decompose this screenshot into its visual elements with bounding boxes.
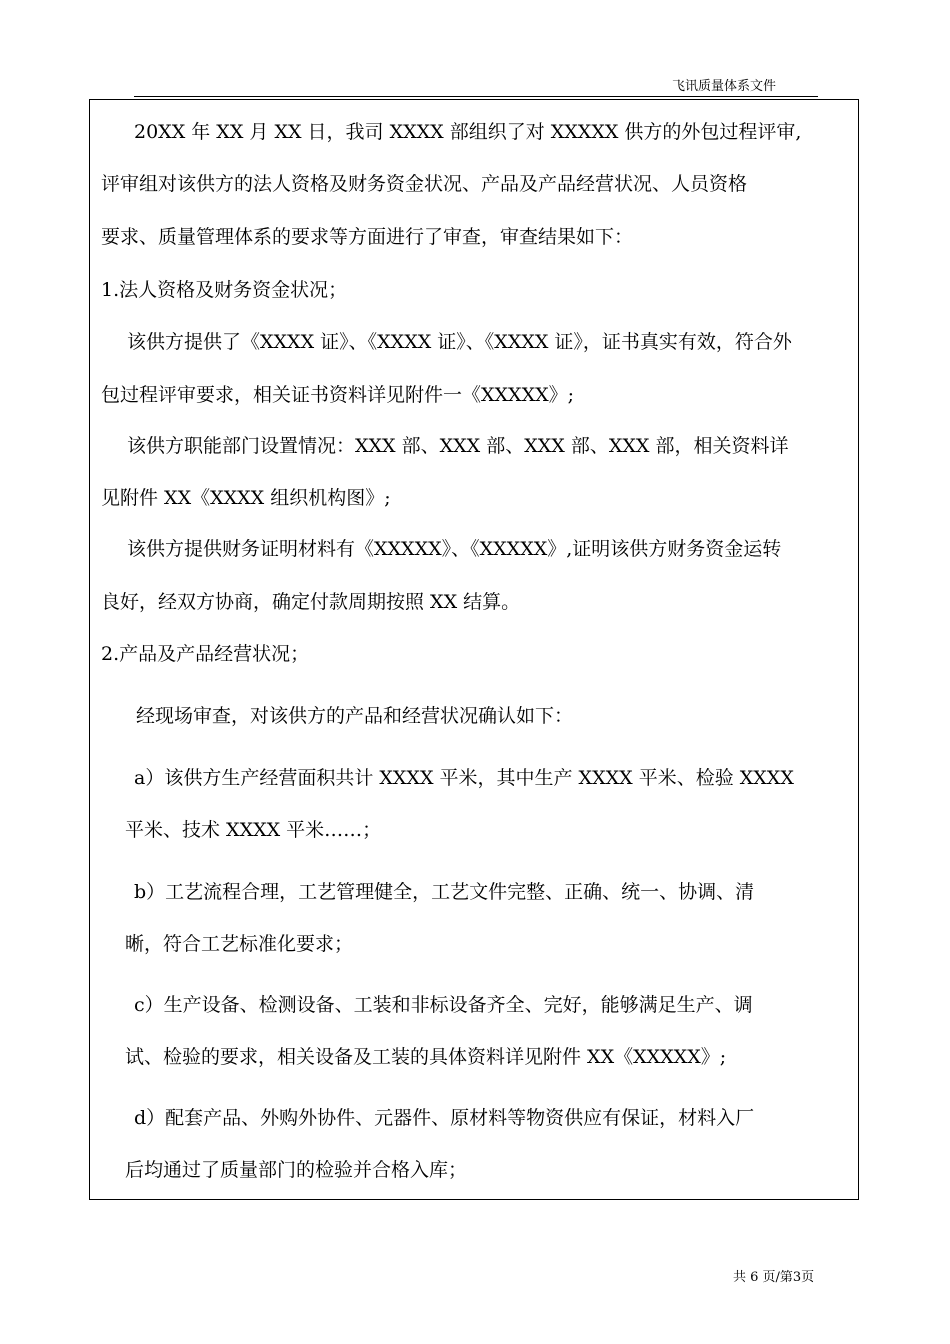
body-line-7: 该供方职能部门设置情况：XXX 部、XXX 部、XXX 部、XXX 部，相关资料详 (127, 435, 789, 457)
body-line-9: 该供方提供财务证明材料有《XXXXX》、《XXXXX》,证明该供方财务资金运转 (127, 538, 782, 560)
body-line-5: 该供方提供了《XXXX 证》、《XXXX 证》、《XXXX 证》，证书真实有效，符合外 (127, 331, 792, 353)
header-divider (134, 96, 818, 97)
list-item-d-line-1: d）配套产品、外购外协件、元器件、原材料等物资供应有保证，材料入厂 (134, 1107, 755, 1129)
section-heading-1: 1.法人资格及财务资金状况； (101, 279, 348, 301)
body-line-6: 包过程评审要求，相关证书资料详见附件一《XXXXX》; (101, 384, 575, 406)
body-line-2: 评审组对该供方的法人资格及财务资金状况、产品及产品经营状况、人员资格 (101, 173, 748, 195)
list-item-c-line-2: 试、检验的要求，相关设备及工装的具体资料详见附件 XX《XXXXX》; (125, 1046, 727, 1068)
page-number: 共 6 页/第3页 (733, 1270, 815, 1285)
body-line-10: 良好，经双方协商，确定付款周期按照 XX 结算。 (101, 591, 521, 613)
body-line-8: 见附件 XX《XXXX 组织机构图》; (101, 487, 391, 509)
list-item-a-line-2: 平米、技术 XXXX 平米……； (125, 819, 382, 841)
body-line-1: 20XX 年 XX 月 XX 日，我司 XXXX 部组织了对 XXXXX 供方的外包过程评审, (134, 121, 802, 143)
section-heading-2: 2.产品及产品经营状况； (101, 643, 310, 665)
list-item-c-line-1: c）生产设备、检测设备、工装和非标设备齐全、完好，能够满足生产、调 (134, 994, 753, 1016)
list-item-d-line-2: 后均通过了质量部门的检验并合格入库； (125, 1159, 468, 1181)
document-header-title: 飞讯质量体系文件 (672, 79, 777, 94)
list-item-b-line-2: 晰，符合工艺标准化要求； (125, 933, 354, 955)
body-line-3: 要求、质量管理体系的要求等方面进行了审查，审查结果如下： (101, 226, 634, 248)
list-item-b-line-1: b）工艺流程合理，工艺管理健全，工艺文件完整、正确、统一、协调、清 (134, 881, 755, 903)
list-item-a-line-1: a）该供方生产经营面积共计 XXXX 平米，其中生产 XXXX 平米、检验 XXXX (134, 767, 794, 789)
body-line-12: 经现场审查，对该供方的产品和经营状况确认如下： (136, 705, 574, 727)
